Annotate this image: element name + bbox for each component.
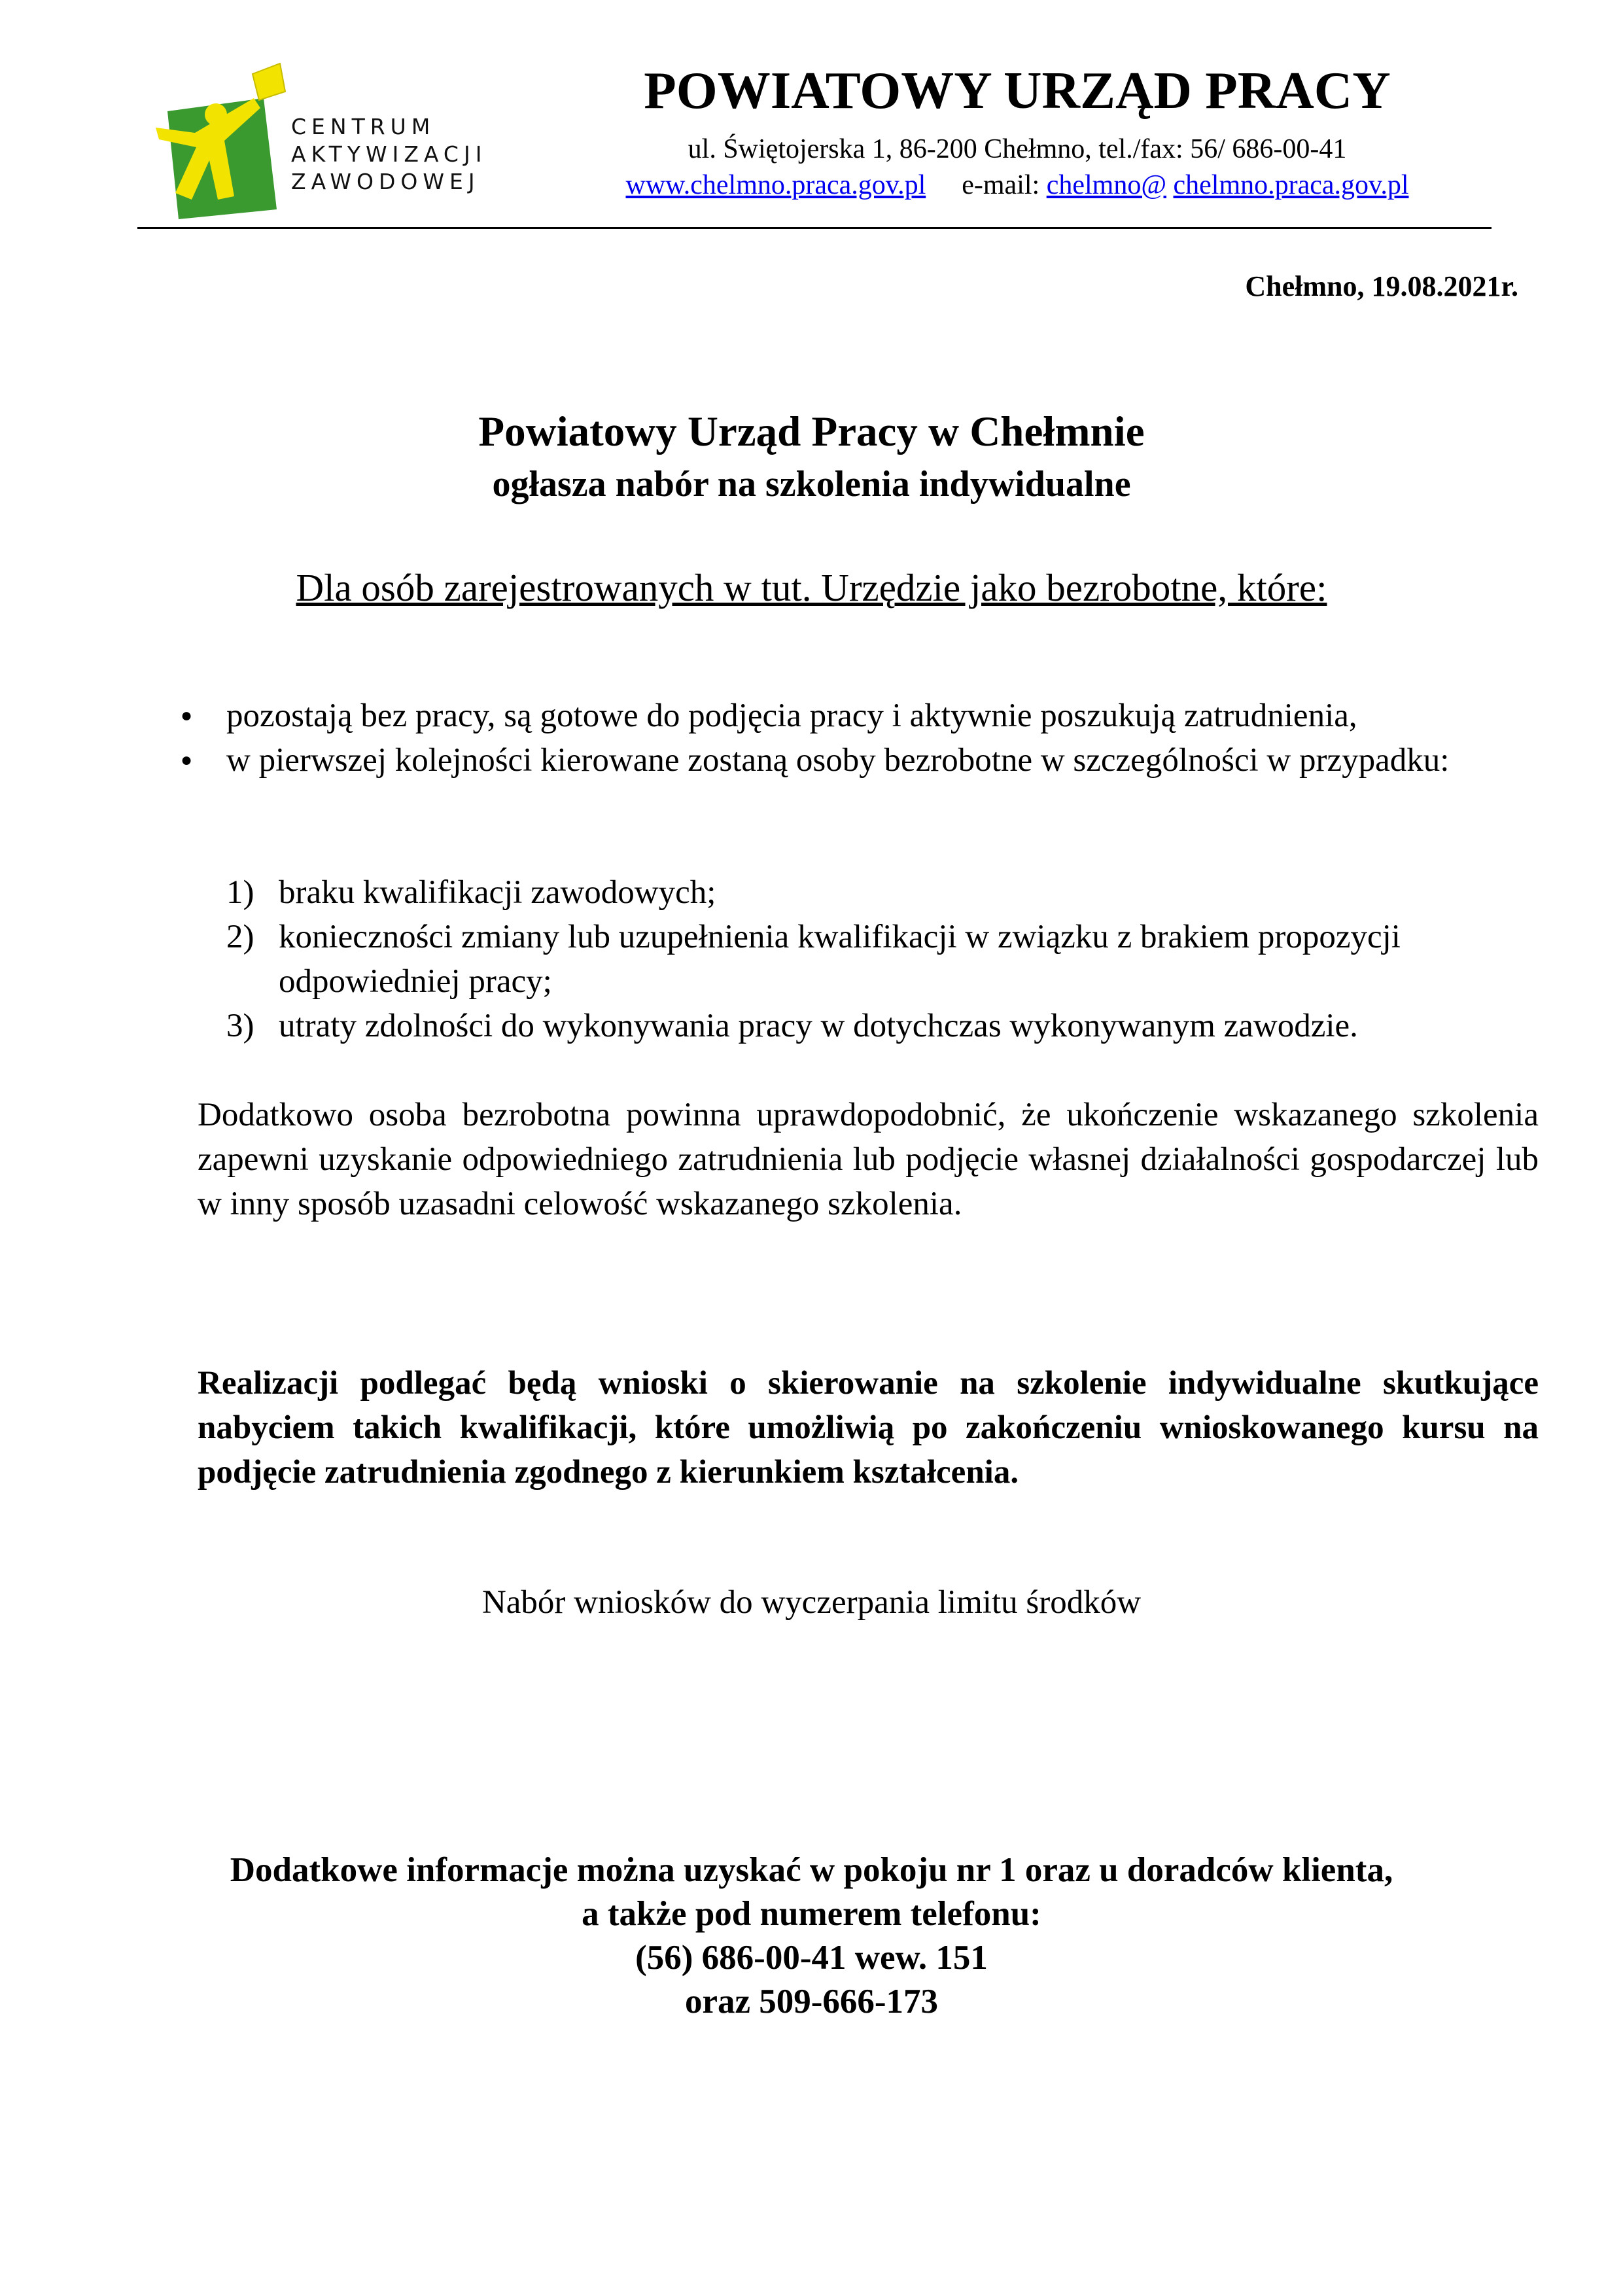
list-item (226, 1004, 1535, 1048)
page-subtitle: ogłasza nabór na szkolenia indywidualne (492, 464, 1131, 504)
list-text: konieczności zmiany lub uzupełnienia kwalifikacji w związku z brakiem propozycji odpowiedniej pracy; (279, 919, 1401, 1000)
logo-line: AKTYWIZACJI (291, 141, 487, 167)
website-link[interactable]: www.chelmno.praca.gov.pl (625, 170, 926, 200)
realization-paragraph: Realizacji podlegać będą wnioski o skierowanie na szkolenie indywidualne skutkujące nabyciem takich kwalifikacji, które umożliwią po zakończeniu wnioskowanego kursu na podjęcie zatrudnienia zgodnego z kierunkiem kształcenia. (198, 1365, 1539, 1491)
contact-block (0, 1848, 1623, 2024)
list-number: 3) (226, 1008, 254, 1044)
contact-line: a także pod numerem telefonu: (582, 1895, 1041, 1933)
logo-emblem-icon (156, 62, 287, 226)
office-address: ul. Świętojerska 1, 86-200 Chełmno, tel./fax: 56/ 686-00-41 (688, 134, 1347, 164)
intro-line: Dla osób zarejestrowanych w tut. Urzędzie jako bezrobotne, które: (296, 566, 1327, 609)
contact-links (536, 169, 1498, 202)
list-number: 2) (226, 919, 254, 955)
list-item (226, 870, 1535, 915)
header-divider (137, 227, 1492, 229)
list-text: braku kwalifikacji zawodowych; (279, 874, 716, 911)
list-item: ● pozostają bez pracy, są gotowe do podjęcia pracy i aktywnie poszukują zatrudnienia, (171, 694, 1539, 738)
phone-number: (56) 686-00-41 wew. 151 (635, 1939, 988, 1977)
logo-line: ZAWODOWEJ (291, 169, 480, 194)
list-text: utraty zdolności do wykonywania pracy w dotychczas wykonywanym zawodzie. (279, 1008, 1358, 1044)
additional-paragraph: Dodatkowo osoba bezrobotna powinna uprawdopodobnić, że ukończenie wskazanego szkolenia zapewni uzyskanie odpowiedniego zatrudnienia lub podjęcie własnej działalności gospodarczej lub w inny sposób uzasadni celowość wskazanego szkolenia. (198, 1097, 1539, 1222)
phone-number: oraz 509-666-173 (684, 1983, 939, 2021)
office-title: POWIATOWY URZĄD PRACY (644, 61, 1391, 120)
list-number: 1) (226, 874, 254, 911)
logo (156, 62, 496, 226)
page-title: Powiatowy Urząd Pracy w Chełmnie (478, 408, 1145, 455)
logo-line: CENTRUM (291, 114, 436, 139)
cases-list (226, 870, 1535, 1048)
criteria-list (171, 694, 1539, 783)
contact-line: Dodatkowe informacje można uzyskać w pokoju nr 1 oraz u doradców klienta, (230, 1851, 1393, 1889)
email-label: e-mail: (962, 170, 1040, 200)
list-item (226, 915, 1535, 1004)
logo-wordmark (291, 113, 487, 196)
document-date: Chełmno, 19.08.2021r. (1245, 270, 1518, 302)
email-link-domain[interactable]: chelmno.praca.gov.pl (1173, 170, 1409, 200)
list-item: ● w pierwszej kolejności kierowane zostaną osoby bezrobotne w szczególności w przypadku: (171, 738, 1539, 783)
recruitment-note: Nabór wniosków do wyczerpania limitu środków (481, 1584, 1142, 1621)
email-link-user[interactable]: chelmno@ (1046, 170, 1167, 200)
